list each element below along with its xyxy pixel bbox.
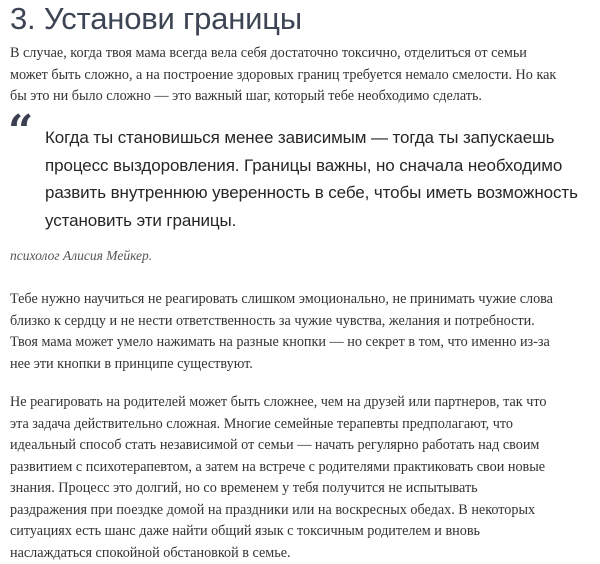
paragraph-line: ситуациях есть шанс даже найти общий язык с токсичным родителем и вновь [10, 521, 592, 543]
paragraph-line: Тебе нужно научиться не реагировать слишком эмоционально, не принимать чужие слова [10, 289, 592, 311]
quote-line: установить эти границы. [45, 207, 595, 235]
paragraph-line: близко к сердцу и не нести ответственность за чужие чувства, желания и потребности. [10, 311, 592, 333]
paragraph-line: наслаждаться спокойной обстановкой в семье. [10, 543, 592, 564]
paragraph-line: развитием с психотерапевтом, а затем на встрече с родителями практиковать свои новые [10, 457, 592, 479]
quote-line: Когда ты становишься менее зависимым — тогда ты запускаешь [45, 124, 595, 152]
quote-line: процесс выздоровления. Границы важны, но сначала необходимо [45, 152, 595, 180]
body-paragraph-3 [10, 392, 592, 564]
paragraph-line: эта задача действительно сложная. Многие семейные терапевты предполагают, что [10, 414, 592, 436]
paragraph-line: знания. Процесс это долгий, но со временем у тебя получится не испытывать [10, 478, 592, 500]
paragraph-line: нее эти кнопки в принципе существуют. [10, 354, 592, 376]
quote-mark-icon: “ [8, 110, 33, 154]
paragraph-line: Твоя мама может умело нажимать на разные кнопки — но секрет в том, что именно из-за [10, 332, 592, 354]
paragraph-line: раздражения при поездке домой на праздники или на воскресных обедах. В некоторых [10, 500, 592, 522]
paragraph-line: бы это ни было сложно — это важный шаг, который тебе необходимо сделать. [10, 86, 592, 108]
quote-attribution: психолог Алисия Мейкер. [10, 247, 152, 265]
body-paragraph-2 [10, 289, 592, 375]
quote-line: развить внутреннюю уверенность в себе, чтобы иметь возможность [45, 179, 595, 207]
paragraph-line: может быть сложно, а на построение здоровых границ требуется немало смелости. Но как [10, 65, 592, 87]
paragraph-line: Не реагировать на родителей может быть сложнее, чем на друзей или партнеров, так что [10, 392, 592, 414]
paragraph-line: идеальный способ стать независимой от семьи — начать регулярно работать над своим [10, 435, 592, 457]
pull-quote [45, 124, 595, 234]
paragraph-line: В случае, когда твоя мама всегда вела себя достаточно токсично, отделиться от семьи [10, 43, 592, 65]
section-heading: 3. Установи границы [10, 2, 302, 36]
intro-paragraph [10, 43, 592, 108]
